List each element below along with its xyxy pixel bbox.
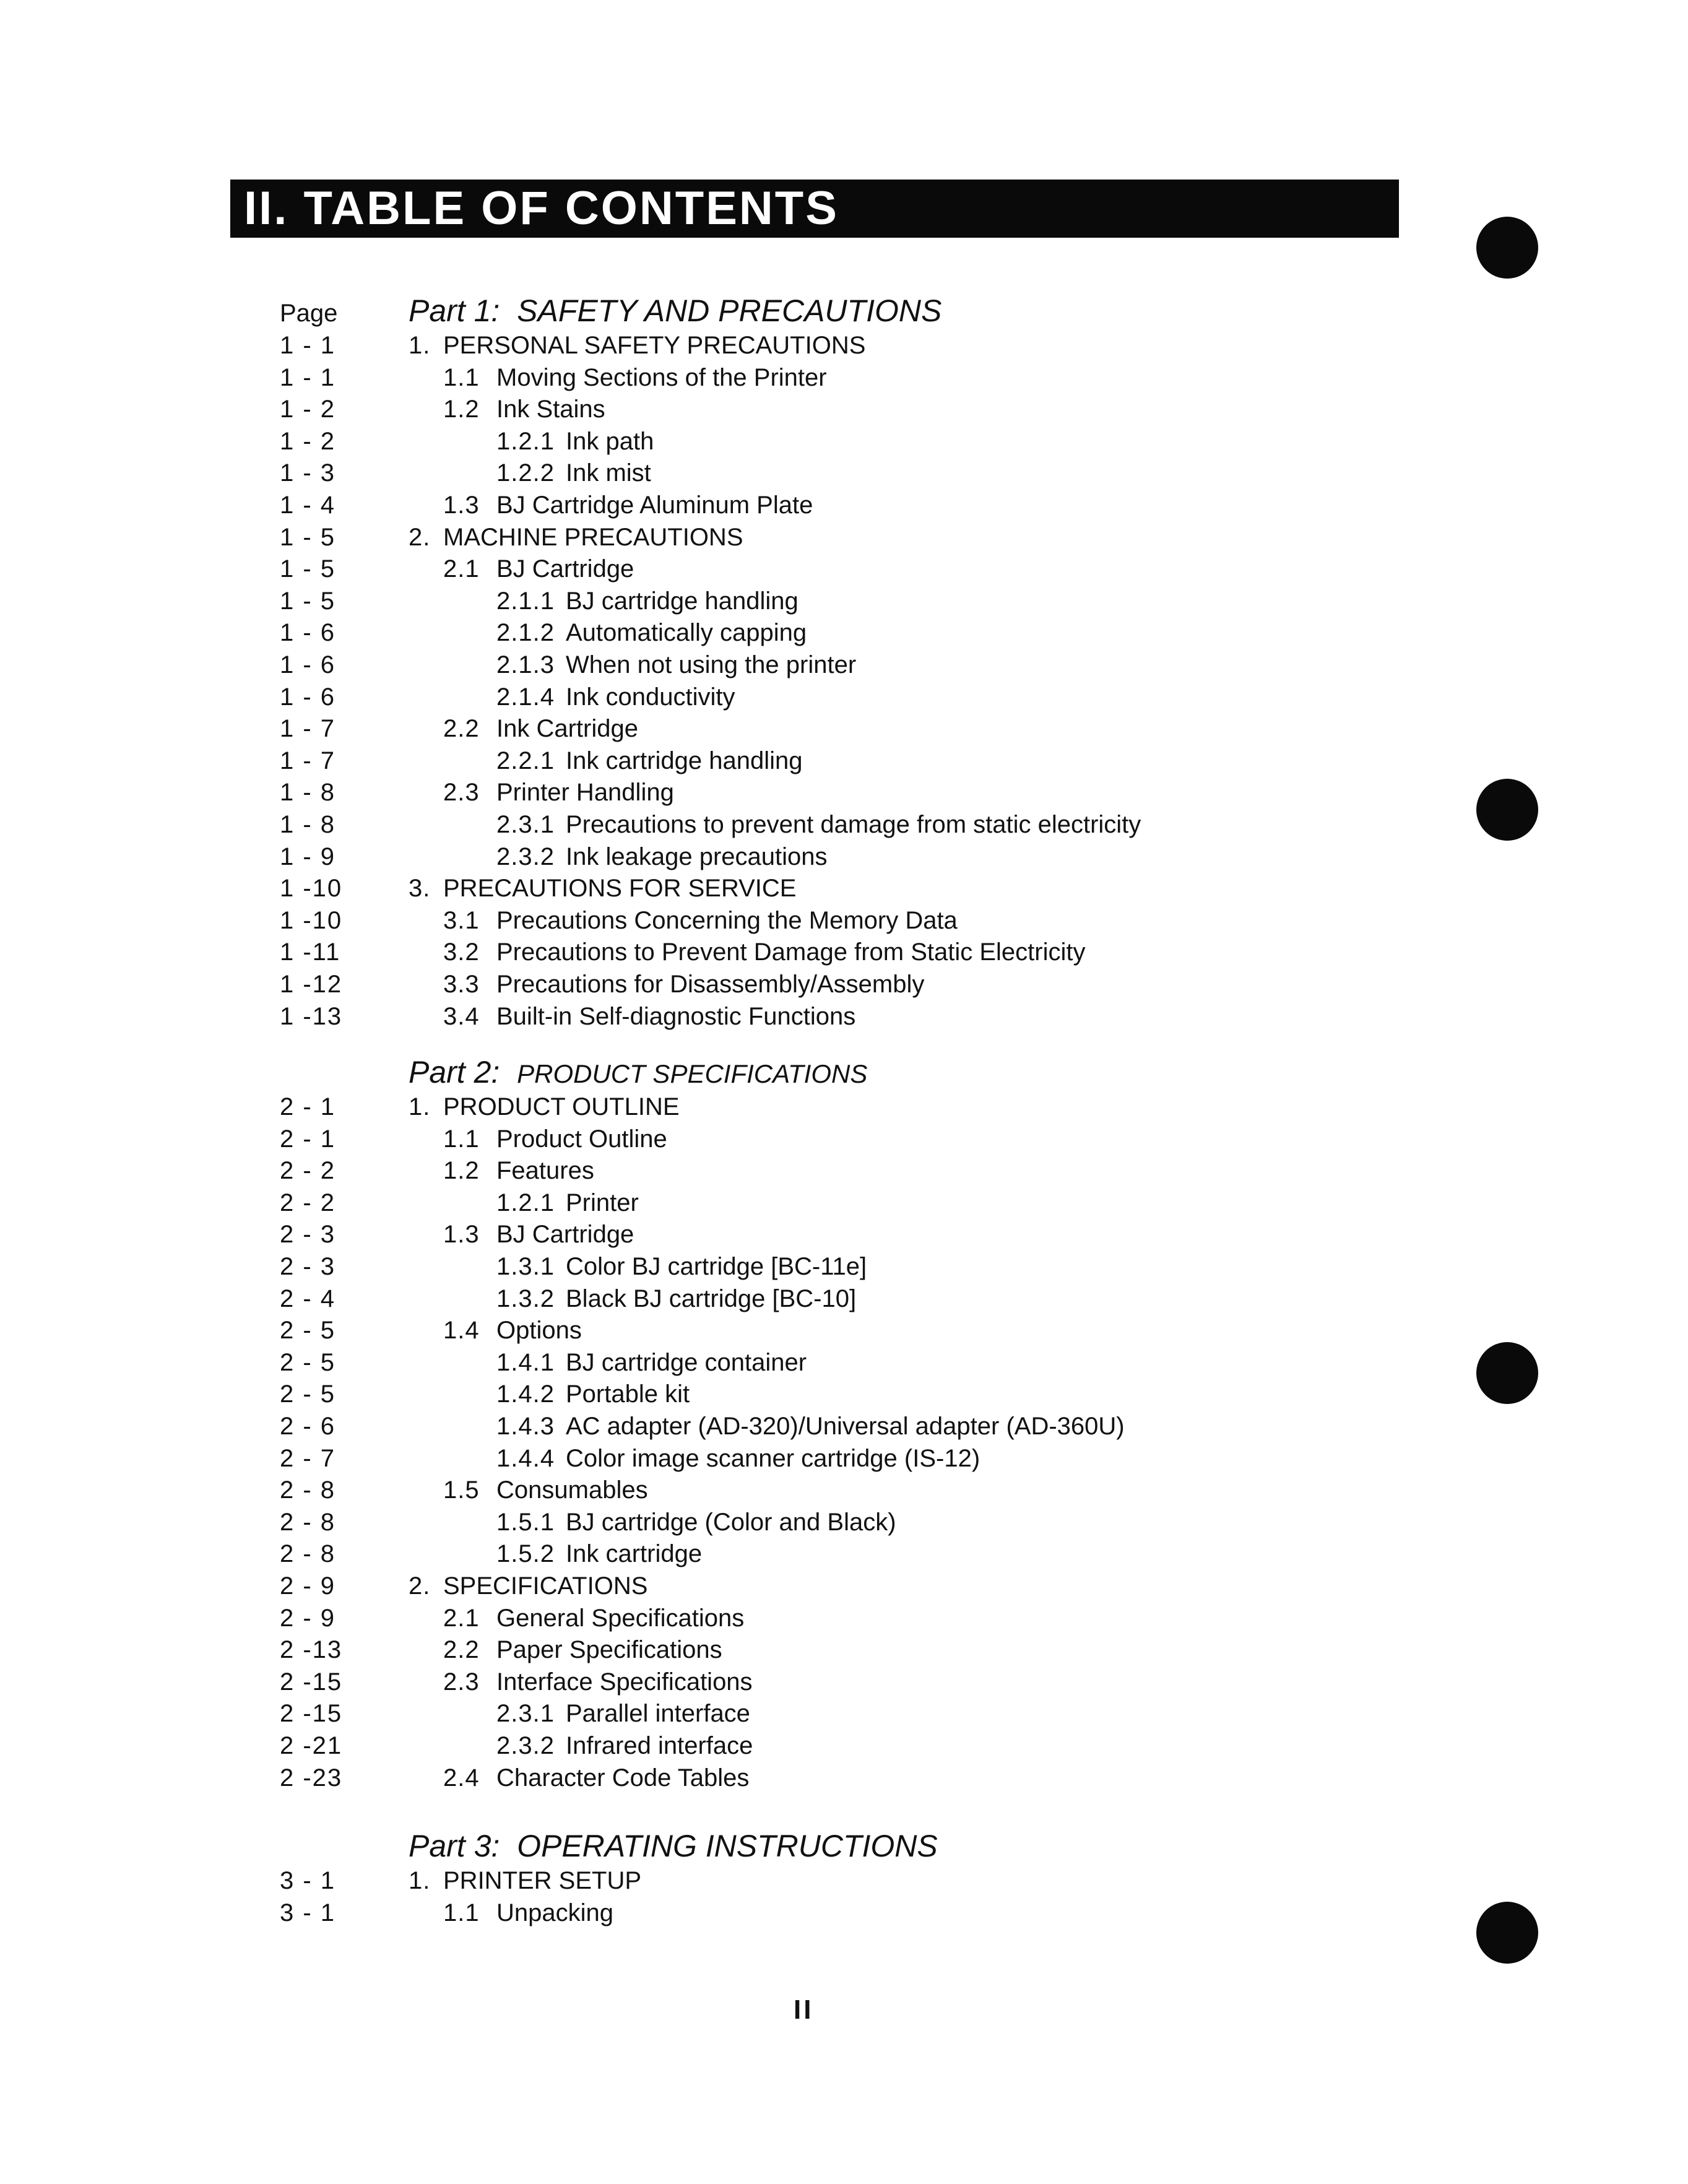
toc-page-number: 2 - 4: [280, 1285, 336, 1312]
toc-section-number: 2.: [409, 524, 431, 551]
toc-section-number: 2.3.1: [496, 811, 555, 838]
toc-section-number: 1.3.1: [496, 1253, 555, 1280]
toc-section-title: When not using the printer: [566, 651, 857, 678]
toc-entry: [0, 681, 1688, 713]
toc-page-number: 2 - 2: [280, 1157, 336, 1184]
toc-section-title: Product Outline: [496, 1125, 667, 1153]
toc-section-number: 3.3: [443, 971, 480, 998]
toc-page-number: 2 - 1: [280, 1093, 336, 1120]
toc-entry: [0, 1250, 1688, 1283]
toc-section-number: 2.1.3: [496, 651, 555, 678]
toc-entry: [0, 1442, 1688, 1475]
toc-entry: [0, 713, 1688, 745]
toc-entry: [0, 1000, 1688, 1033]
toc-section-number: 3.2: [443, 938, 480, 966]
toc-section-number: 1.: [409, 1093, 431, 1120]
toc-entry: [0, 904, 1688, 937]
toc-section-number: 2.1.1: [496, 587, 555, 615]
toc-section-number: 2.3.2: [496, 1732, 555, 1759]
toc-entry: [0, 1730, 1688, 1762]
toc-section-title: BJ Cartridge: [496, 555, 634, 583]
toc-entry: [0, 1346, 1688, 1379]
toc-section-number: 1.4.2: [496, 1380, 555, 1408]
toc-section-title: Black BJ cartridge [BC-10]: [566, 1285, 857, 1312]
toc-entry: [0, 936, 1688, 968]
toc-section-number: 1.2: [443, 396, 480, 423]
toc-entry: [0, 1091, 1688, 1123]
toc-section-number: 1.3: [443, 492, 480, 519]
page-number: II: [794, 1995, 814, 2025]
toc-section-number: 1.4.1: [496, 1349, 555, 1376]
toc-page-number: 2 - 5: [280, 1349, 336, 1376]
toc-entry: [0, 808, 1688, 841]
part-title: PRODUCT SPECIFICATIONS: [517, 1059, 868, 1088]
toc-section-title: BJ Cartridge: [496, 1221, 634, 1248]
section-title: II. TABLE OF CONTENTS: [244, 182, 839, 235]
toc-page-number: 2 - 3: [280, 1221, 336, 1248]
toc-section-title: Consumables: [496, 1476, 648, 1504]
toc-section-number: 1.2.1: [496, 428, 555, 455]
toc-entry: [0, 1865, 1688, 1897]
toc-section-number: 1.2.1: [496, 1189, 555, 1216]
page-column-header: Page: [280, 300, 338, 327]
toc-section-title: Ink Cartridge: [496, 715, 638, 742]
toc-page-number: 1 - 5: [280, 555, 336, 583]
toc-section-title: Color BJ cartridge [BC-11e]: [566, 1253, 867, 1280]
toc-page-number: 2 -13: [280, 1636, 343, 1663]
toc-section-number: 3.: [409, 875, 431, 902]
toc-entry: [0, 425, 1688, 457]
toc-page-number: 2 - 6: [280, 1413, 336, 1440]
toc-entry: [0, 393, 1688, 425]
toc-section-title: Portable kit: [566, 1380, 690, 1408]
toc-section-title: Features: [496, 1157, 594, 1184]
toc-section-title: Precautions for Disassembly/Assembly: [496, 971, 925, 998]
toc-entry: [0, 1314, 1688, 1346]
toc-section-title: Ink mist: [566, 459, 651, 487]
part-title: SAFETY AND PRECAUTIONS: [517, 293, 942, 328]
toc-section-number: 3.4: [443, 1003, 480, 1030]
toc-page-number: 1 - 7: [280, 747, 336, 774]
toc-page-number: 2 - 2: [280, 1189, 336, 1216]
toc-section-title: Precautions to prevent damage from static electricity: [566, 811, 1141, 838]
toc-entry: [0, 1187, 1688, 1219]
toc-page-number: 1 - 2: [280, 396, 336, 423]
toc-section-title: Ink cartridge: [566, 1540, 703, 1567]
toc-section-title: Printer Handling: [496, 779, 674, 806]
toc-section-title: BJ cartridge handling: [566, 587, 799, 615]
toc-entry: [0, 1378, 1688, 1410]
toc-section-number: 1.1: [443, 364, 480, 391]
toc-section-title: Options: [496, 1317, 582, 1344]
toc-section-title: Color image scanner cartridge (IS-12): [566, 1445, 980, 1472]
toc-section-number: 1.2: [443, 1157, 480, 1184]
toc-section-number: 2.3.1: [496, 1700, 555, 1727]
toc-entry: [0, 585, 1688, 617]
toc-entry: [0, 489, 1688, 521]
toc-page-number: 3 - 1: [280, 1867, 336, 1894]
toc-page-number: 1 - 6: [280, 619, 336, 646]
toc-page-number: 2 -15: [280, 1700, 343, 1727]
toc-section-title: Ink path: [566, 428, 654, 455]
toc-entry: [0, 1762, 1688, 1794]
toc-section-title: Ink cartridge handling: [566, 747, 803, 774]
toc-page-number: 1 - 3: [280, 459, 336, 487]
toc-section-number: 1.5: [443, 1476, 480, 1504]
toc-section-title: PERSONAL SAFETY PRECAUTIONS: [443, 332, 866, 359]
toc-page-number: 1 - 1: [280, 364, 336, 391]
toc-section-number: 2.2: [443, 715, 480, 742]
toc-page-number: 1 - 9: [280, 843, 336, 870]
toc-section-number: 2.: [409, 1572, 431, 1600]
toc-page-number: 2 -21: [280, 1732, 343, 1759]
toc-page-number: 1 - 6: [280, 651, 336, 678]
part-title: OPERATING INSTRUCTIONS: [517, 1829, 938, 1863]
toc-section-number: 1.4.3: [496, 1413, 555, 1440]
toc-entry: [0, 1123, 1688, 1155]
toc-entry: [0, 1634, 1688, 1666]
toc-entry: [0, 1218, 1688, 1250]
toc-section-number: 1.3: [443, 1221, 480, 1248]
toc-section-title: PRODUCT OUTLINE: [443, 1093, 680, 1120]
toc-section-number: 1.4.4: [496, 1445, 555, 1472]
toc-page-number: 2 -15: [280, 1668, 343, 1696]
toc-entry: [0, 521, 1688, 553]
toc-page-number: 1 - 8: [280, 811, 336, 838]
toc-entry: [0, 1506, 1688, 1538]
toc-section-title: Interface Specifications: [496, 1668, 753, 1696]
toc-entry: [0, 362, 1688, 394]
toc-page-number: 2 - 5: [280, 1317, 336, 1344]
toc-page-number: 1 - 7: [280, 715, 336, 742]
toc-entry: [0, 841, 1688, 873]
part-label: Part 3:: [409, 1829, 500, 1863]
toc-page-number: 1 -10: [280, 907, 343, 934]
toc-section-title: Automatically capping: [566, 619, 807, 646]
toc-page-number: 1 - 8: [280, 779, 336, 806]
toc-page-number: 1 -11: [280, 938, 341, 966]
toc-page-number: 1 - 5: [280, 587, 336, 615]
toc-section-title: Character Code Tables: [496, 1764, 750, 1792]
toc-section-title: Unpacking: [496, 1899, 614, 1926]
toc-page-number: 2 - 8: [280, 1476, 336, 1504]
toc-entry: [0, 617, 1688, 649]
toc-section-title: Precautions Concerning the Memory Data: [496, 907, 958, 934]
toc-page-number: 1 - 2: [280, 428, 336, 455]
part-heading: [409, 292, 941, 329]
part-heading: [409, 1827, 938, 1865]
toc-page-number: 2 - 7: [280, 1445, 336, 1472]
toc-section-title: BJ Cartridge Aluminum Plate: [496, 492, 813, 519]
toc-section-title: Moving Sections of the Printer: [496, 364, 827, 391]
toc-section-number: 2.1.4: [496, 683, 555, 711]
toc-section-number: 1.2.2: [496, 459, 555, 487]
toc-section-number: 2.2.1: [496, 747, 555, 774]
toc-section-number: 2.1.2: [496, 619, 555, 646]
toc-section-number: 1.: [409, 1867, 431, 1894]
toc-section-number: 2.4: [443, 1764, 480, 1792]
toc-section-number: 1.1: [443, 1899, 480, 1926]
toc-section-number: 1.5.1: [496, 1509, 555, 1536]
toc-section-title: Parallel interface: [566, 1700, 750, 1727]
toc-section-title: Ink Stains: [496, 396, 605, 423]
toc-page-number: 1 - 5: [280, 524, 336, 551]
toc-entry: [0, 1666, 1688, 1698]
part-label: Part 2:: [409, 1055, 500, 1090]
toc-section-title: BJ cartridge container: [566, 1349, 807, 1376]
toc-entry: [0, 649, 1688, 681]
toc-section-title: AC adapter (AD-320)/Universal adapter (AD-360U): [566, 1413, 1125, 1440]
toc-section-number: 2.2: [443, 1636, 480, 1663]
toc-section-number: 2.3.2: [496, 843, 555, 870]
toc-section-number: 2.1: [443, 555, 480, 583]
toc-page-number: 1 -12: [280, 971, 343, 998]
toc-entry: [0, 1570, 1688, 1602]
toc-page-number: 2 - 1: [280, 1125, 336, 1153]
toc-section-number: 1.3.2: [496, 1285, 555, 1312]
part-label: Part 1:: [409, 293, 500, 328]
toc-page-number: 2 -23: [280, 1764, 343, 1792]
toc-page-number: 1 - 4: [280, 492, 336, 519]
toc-page-number: 2 - 9: [280, 1605, 336, 1632]
toc-section-title: Precautions to Prevent Damage from Static Electricity: [496, 938, 1086, 966]
toc-page-number: 1 - 1: [280, 332, 336, 359]
toc-entry: [0, 329, 1688, 362]
toc-section-title: Ink leakage precautions: [566, 843, 828, 870]
toc-page-number: 2 - 8: [280, 1509, 336, 1536]
toc-entry: [0, 776, 1688, 808]
toc-section-title: BJ cartridge (Color and Black): [566, 1509, 896, 1536]
toc-section-title: Built-in Self-diagnostic Functions: [496, 1003, 856, 1030]
toc-entry: [0, 1602, 1688, 1634]
toc-entry: [0, 1897, 1688, 1929]
toc-section-number: 1.4: [443, 1317, 480, 1344]
toc-section-number: 3.1: [443, 907, 480, 934]
toc-entry: [0, 457, 1688, 489]
toc-entry: [0, 1155, 1688, 1187]
toc-section-number: 1.: [409, 332, 431, 359]
toc-section-title: Paper Specifications: [496, 1636, 722, 1663]
toc-section-title: General Specifications: [496, 1605, 745, 1632]
toc-entry: [0, 553, 1688, 585]
toc-entry: [0, 872, 1688, 904]
toc-entry: [0, 745, 1688, 777]
toc-section-title: Infrared interface: [566, 1732, 753, 1759]
toc-page-number: 1 -10: [280, 875, 343, 902]
toc-section-title: SPECIFICATIONS: [443, 1572, 648, 1600]
part-heading: [409, 1054, 867, 1093]
toc-page-number: 2 - 5: [280, 1380, 336, 1408]
toc-section-number: 2.3: [443, 779, 480, 806]
toc-section-number: 1.5.2: [496, 1540, 555, 1567]
toc-page-number: 2 - 8: [280, 1540, 336, 1567]
toc-entry: [0, 968, 1688, 1000]
toc-section-number: 2.1: [443, 1605, 480, 1632]
toc-page-number: 2 - 9: [280, 1572, 336, 1600]
toc-section-title: MACHINE PRECAUTIONS: [443, 524, 743, 551]
toc-section-title: PRECAUTIONS FOR SERVICE: [443, 875, 797, 902]
toc-entry: [0, 1538, 1688, 1570]
toc-entry: [0, 1697, 1688, 1730]
toc-section-title: Printer: [566, 1189, 639, 1216]
toc-page-number: 3 - 1: [280, 1899, 336, 1926]
toc-entry: [0, 1410, 1688, 1442]
toc-page-number: 1 - 6: [280, 683, 336, 711]
toc-page-number: 1 -13: [280, 1003, 343, 1030]
toc-section-number: 1.1: [443, 1125, 480, 1153]
toc-page-number: 2 - 3: [280, 1253, 336, 1280]
toc-section-title: PRINTER SETUP: [443, 1867, 642, 1894]
toc-entry: [0, 1474, 1688, 1506]
toc-entry: [0, 1283, 1688, 1315]
toc-section-number: 2.3: [443, 1668, 480, 1696]
toc-section-title: Ink conductivity: [566, 683, 735, 711]
